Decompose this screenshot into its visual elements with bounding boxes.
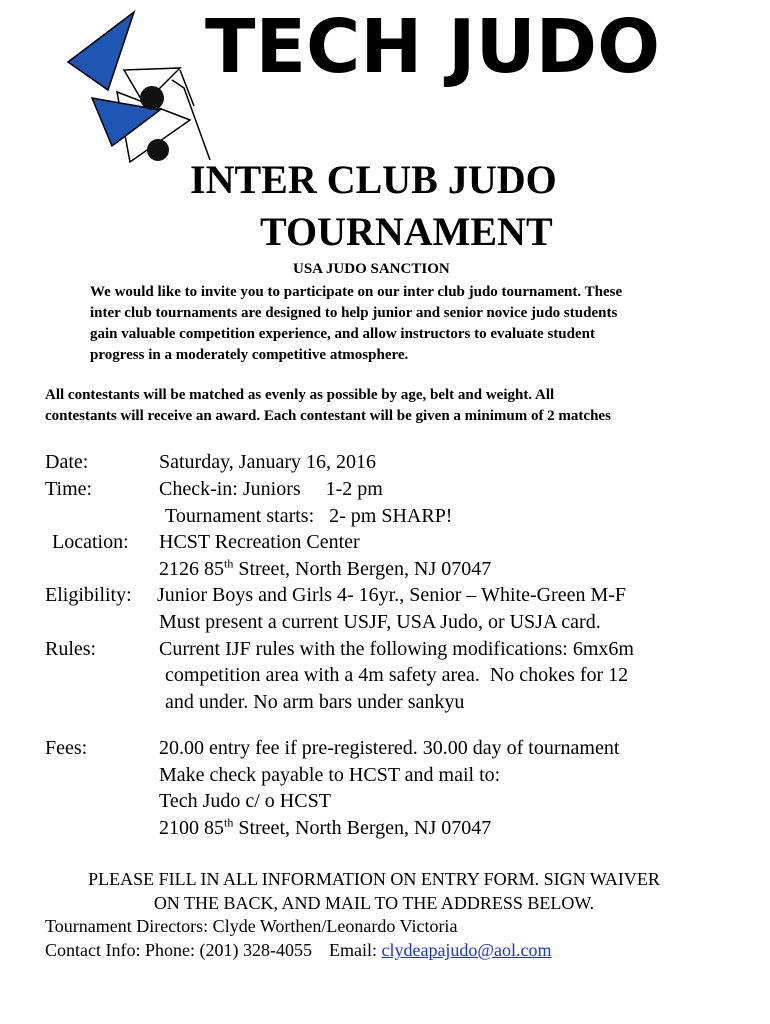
contact-info (45, 938, 551, 962)
eligibility-line1: Junior Boys and Girls 4- 16yr., Senior – White-Green M-F (157, 584, 627, 606)
sanction-label: USA JUDO SANCTION (293, 261, 450, 277)
time-start: Tournament starts: 2- pm SHARP! (165, 505, 453, 527)
notice-line2: ON THE BACK, AND MAIL TO THE ADDRESS BELOW. (153, 893, 595, 913)
matching-line: contestants will receive an award. Each contestant will be given a minimum of 2 matches (45, 408, 611, 424)
tournament-title-line1: INTER CLUB JUDO (190, 157, 557, 202)
location-address-rest: Street, North Bergen, NJ 07047 (233, 558, 492, 580)
rules-line1: Current IJF rules with the following modifications: 6mx6m (159, 638, 634, 660)
time-checkin: Check-in: Juniors 1-2 pm (159, 478, 383, 500)
location-label: Location: (52, 531, 129, 553)
location-address (159, 556, 491, 582)
matching-paragraph (45, 385, 745, 427)
time-label: Time: (45, 478, 93, 500)
tournament-directors: Tournament Directors: Clyde Worthen/Leonardo Victoria (45, 916, 458, 936)
email-link[interactable]: clydeapajudo@aol.com (381, 940, 552, 960)
fees-address-rest: Street, North Bergen, NJ 07047 (233, 817, 492, 839)
email-label: Email: (328, 940, 377, 960)
intro-line: We would like to invite you to participate on our inter club judo tournament. These (90, 284, 623, 300)
club-name: TECH JUDO (205, 4, 660, 90)
tech-judo-logo-icon (62, 10, 212, 168)
rules-line3: and under. No arm bars under sankyu (165, 691, 465, 713)
fees-line1: 20.00 entry fee if pre-registered. 30.00 day of tournament (159, 737, 620, 759)
fees-line2: Make check payable to HCST and mail to: (159, 764, 501, 786)
date-value: Saturday, January 16, 2016 (159, 451, 376, 473)
tournament-title-line2: TOURNAMENT (260, 209, 553, 254)
eligibility-label: Eligibility: (45, 584, 132, 606)
location-address-number: 2126 85 (159, 558, 224, 580)
intro-line: gain valuable competition experience, and allow instructors to evaluate student (90, 326, 595, 342)
fees-address-suffix: th (224, 815, 234, 830)
location-name: HCST Recreation Center (159, 531, 360, 553)
fees-address-number: 2100 85 (159, 817, 224, 839)
intro-line: progress in a moderately competitive atmosphere. (90, 347, 409, 363)
fees-line3: Tech Judo c/ o HCST (159, 790, 331, 812)
contact-phone: Contact Info: Phone: (201) 328-4055 (45, 940, 312, 960)
rules-line2: competition area with a 4m safety area. No chokes for 12 (165, 664, 629, 686)
eligibility-line2: Must present a current USJF, USA Judo, or USJA card. (159, 611, 601, 633)
fees-address (159, 815, 491, 841)
matching-line: All contestants will be matched as evenly as possible by age, belt and weight. All (45, 387, 555, 403)
intro-paragraph (90, 282, 730, 366)
fees-label: Fees: (45, 737, 88, 759)
notice-line1: PLEASE FILL IN ALL INFORMATION ON ENTRY FORM. SIGN WAIVER (88, 869, 660, 889)
rules-label: Rules: (45, 638, 97, 660)
location-address-suffix: th (224, 556, 234, 571)
intro-line: inter club tournaments are designed to help junior and senior novice judo students (90, 305, 618, 321)
date-label: Date: (45, 451, 89, 473)
